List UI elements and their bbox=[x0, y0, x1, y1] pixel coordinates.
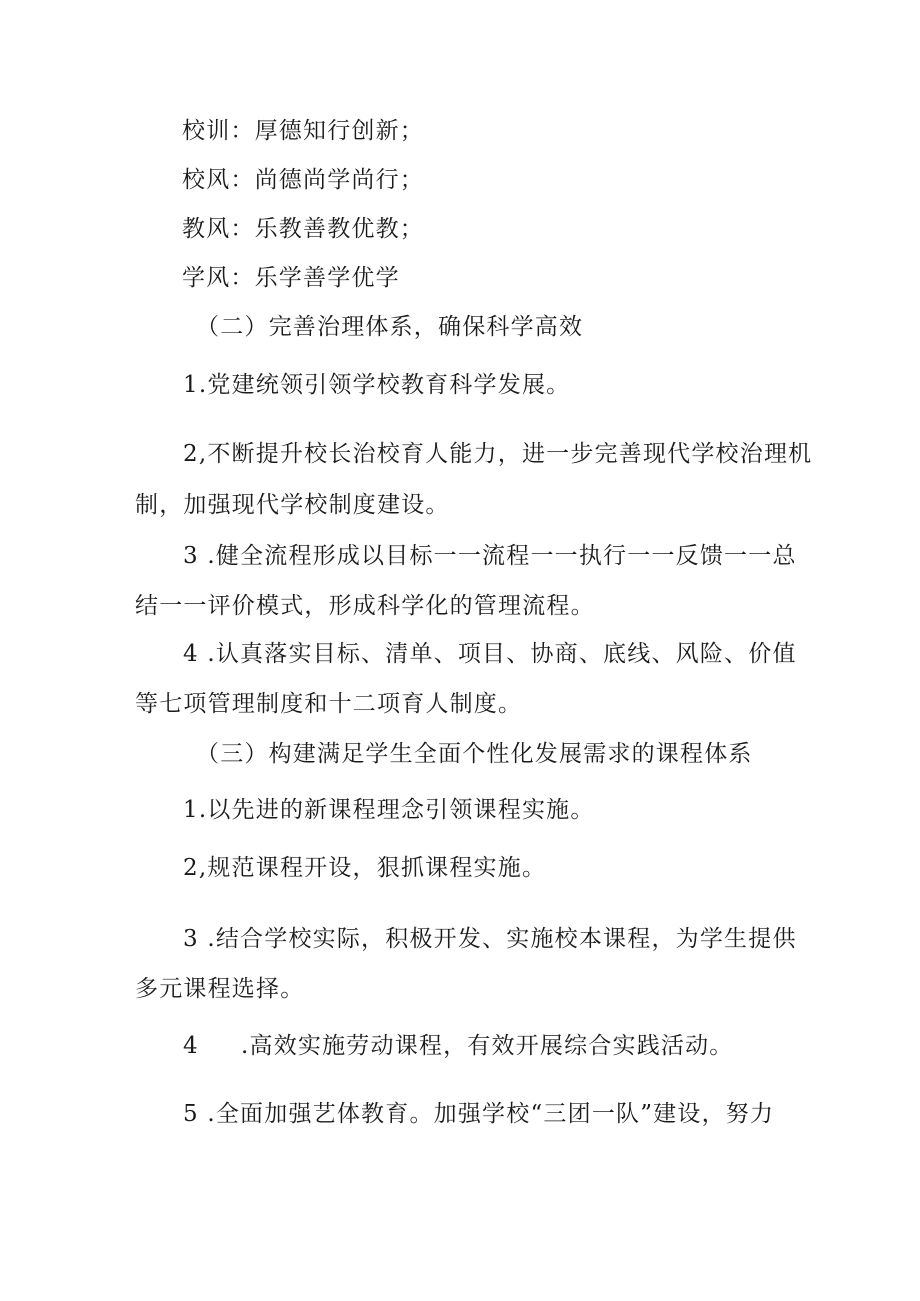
section-2-item-2-line-1: 2,不断提升校长治校育人能力，进一步完善现代学校治理机 bbox=[183, 441, 813, 467]
school-motto-line: 校训：厚德知行创新； bbox=[182, 118, 424, 144]
school-spirit-line: 校风：尚德尚学尚行； bbox=[182, 167, 424, 193]
section-2-item-3-line-1: 3 .健全流程形成以目标一一流程一一执行一一反馈一一总 bbox=[183, 543, 797, 569]
teaching-style-line: 教风：乐教善教优教； bbox=[182, 216, 424, 242]
section-3-item-1: 1.以先进的新课程理念引领课程实施。 bbox=[183, 797, 595, 823]
section-2-item-1: 1.党建统领引领学校教育科学发展。 bbox=[183, 372, 571, 398]
section-3-item-2: 2,规范课程开设，狠抓课程实施。 bbox=[183, 855, 547, 881]
section-3-item-4-number: 4 bbox=[183, 1033, 199, 1059]
section-2-item-2-line-2: 制，加强现代学校制度建设。 bbox=[135, 492, 450, 518]
section-2-item-4-line-2: 等七项管理制度和十二项育人制度。 bbox=[135, 691, 523, 717]
section-2-heading: （二）完善治理体系，确保科学高效 bbox=[196, 314, 584, 340]
study-style-line: 学风：乐学善学优学 bbox=[182, 265, 400, 291]
section-3-item-5: 5 .全面加强艺体教育。加强学校“三团一队”建设，努力 bbox=[183, 1101, 775, 1127]
section-3-item-3-line-2: 多元课程选择。 bbox=[135, 976, 305, 1002]
section-2-item-4-line-1: 4 .认真落实目标、清单、项目、协商、底线、风险、价值 bbox=[183, 641, 797, 667]
section-2-item-3-line-2: 结一一评价模式，形成科学化的管理流程。 bbox=[135, 593, 595, 619]
section-3-heading: （三）构建满足学生全面个性化发展需求的课程体系 bbox=[196, 741, 753, 767]
section-3-item-4-text: .高效实施劳动课程，有效开展综合实践活动。 bbox=[241, 1033, 734, 1059]
section-3-item-3-line-1: 3 .结合学校实际，积极开发、实施校本课程，为学生提供 bbox=[183, 926, 797, 952]
